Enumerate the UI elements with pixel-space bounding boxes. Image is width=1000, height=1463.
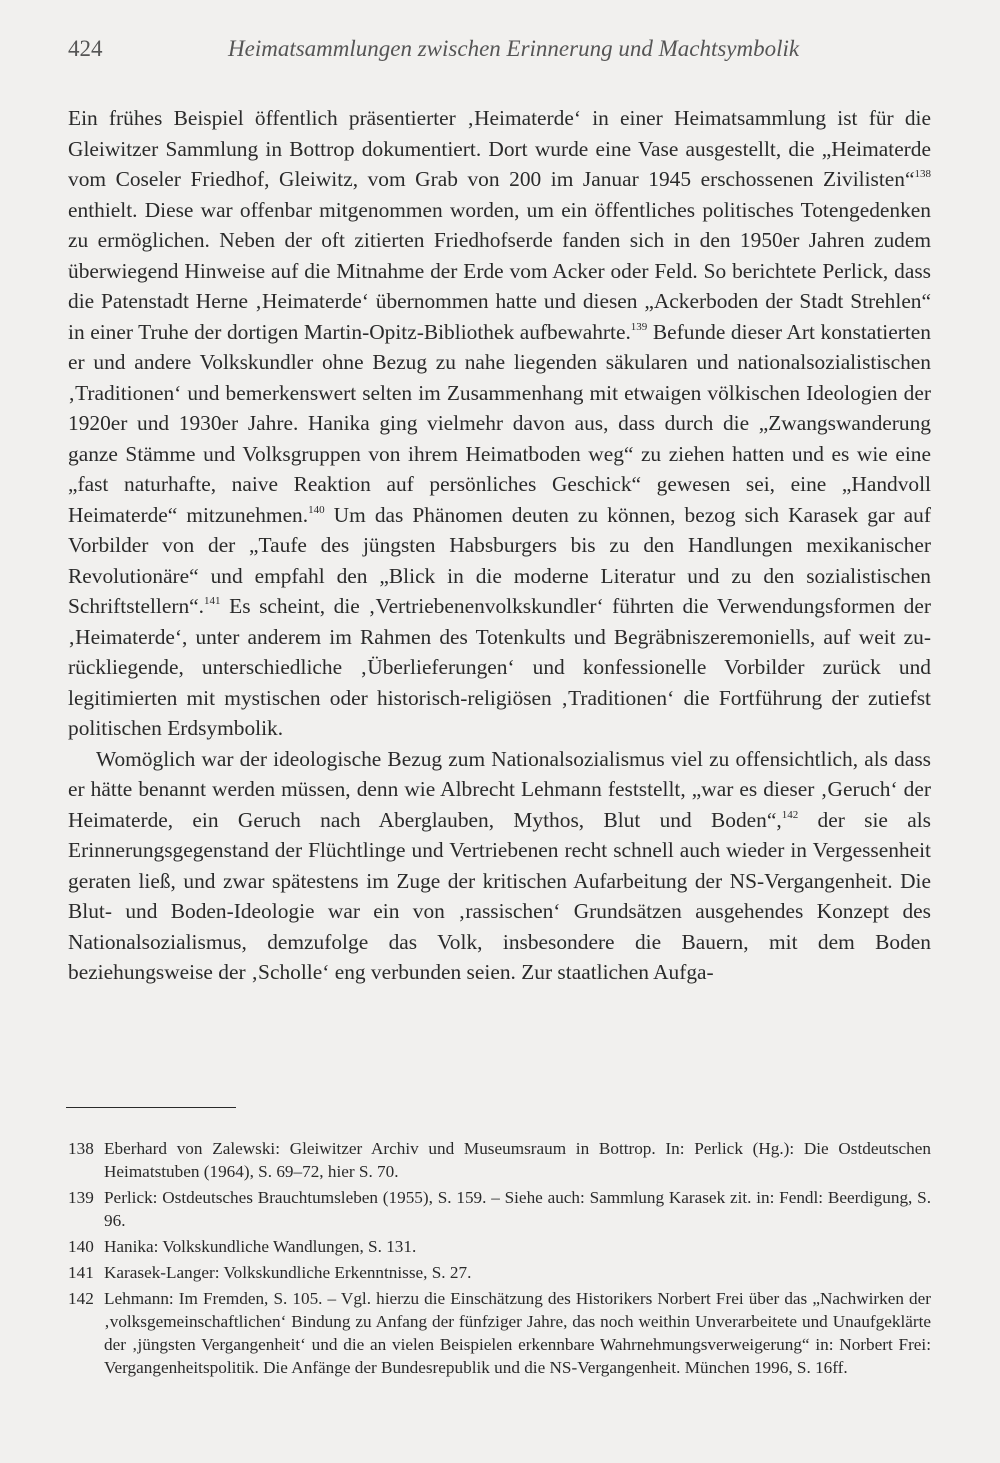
footnote — [68, 1287, 931, 1379]
footnote-ref: 139 — [630, 320, 648, 333]
text-run: der sie als Erinnerungsgegenstand der Flüchtlinge und Vertriebenen recht schnell auch wieder in Vergessenheit geraten ließ, und zwar spätestens im Zuge der kritischen Aufarbeitung der NS-Vergangenheit. Die Blut- und Boden-Ideologie war ein von ‚rassischen‘ Grundsätzen ausgehendes Konzept des Nationalsozialismus, demzufolge das Volk, insbesondere die Bauern, mit dem Boden beziehungsweise der ‚Scholle‘ eng verbunden seien. Zur staatlichen Aufga- — [68, 807, 931, 984]
paragraph-2 — [68, 744, 931, 988]
footnote-separator — [66, 1107, 236, 1108]
text-run: Womöglich war der ideologische Bezug zum Nationalsozialismus viel zu offensichtlich, als dass er hätte benannt werden müssen, denn wie Albrecht Lehmann feststellt, „war es dieser ‚Geruch‘ der Heimaterde, ein Geruch nach Aberglauben, Mythos, Blut und Boden“, — [68, 746, 931, 832]
footnote-ref: 142 — [781, 808, 799, 821]
footnote-number: 141 — [68, 1263, 94, 1282]
running-title: Heimatsammlungen zwischen Erinnerung und Machtsymbolik — [228, 36, 800, 61]
footnote-text: Perlick: Ostdeutsches Brauchtumsleben (1955), S. 159. – Siehe auch: Sammlung Karasek zit. in: Fendl: Beerdigung, S. 96. — [104, 1188, 931, 1230]
footnotes — [68, 1137, 931, 1382]
footnote-number: 138 — [68, 1139, 94, 1158]
page-number: 424 — [68, 36, 103, 61]
footnote — [68, 1235, 931, 1258]
text-run: Um das Phänomen deuten zu können, bezog sich Karasek gar auf Vorbilder von der „Taufe des jüngsten Habsburgers bis zu den Handlungen mexikanischer Revolutionäre“ und empfahl den „Blick in die moderne Literatur und zu den sozialistischen Schriftstellern“. — [68, 502, 931, 618]
footnote-ref: 141 — [204, 595, 221, 607]
footnote-number: 140 — [68, 1237, 94, 1256]
main-text — [68, 103, 931, 988]
text-run: Befunde dieser Art konstatierten er und andere Volkskundler ohne Bezug zu nahe liegenden säkularen und nationalsozialistischen ‚Traditionen‘ und bemerkenswert selten im Zusammenhang mit etwaigen völkischen Ideologien der 1920er und 1930er Jahre. Hanika ging vielmehr davon aus, dass durch die „Zwangswanderung ganze Stämme und Volksgruppen von ihrem Heimatboden weg“ zu ziehen hatten und es wie eine „fast naturhafte, naive Reaktion auf persönliches Geschick“ gewesen sei, eine „Handvoll Heimaterde“ mitzunehmen. — [68, 319, 931, 527]
footnote-ref: 138 — [914, 168, 931, 180]
text-run: Ein frühes Beispiel öffentlich präsentierter ‚Heimaterde‘ in einer Heimatsammlung ist für die Gleiwitzer Sammlung in Bottrop dokumentiert. Dort wurde eine Vase ausgestellt, die „Heimaterde vom Coseler Friedhof, Gleiwitz, vom Grab von 200 im Januar 1945 erschossenen Zivilisten“ — [68, 106, 931, 191]
text-run: enthielt. Diese war offenbar mitgenommen worden, um ein öffentliches politisches Totengedenken zu ermöglichen. Neben der oft zitierten Friedhofserde fanden sich in den 1950er Jahren zudem überwiegend Hinweise auf die Mitnahme der Erde vom Acker oder Feld. So berichtete Perlick, dass die Patenstadt Herne ‚Heimaterde‘ übernommen hatte und diesen „Ackerboden der Stadt Strehlen“ in einer Truhe der dortigen Martin-Opitz-Bibliothek aufbewahrte. — [68, 197, 931, 344]
paragraph-1 — [68, 103, 931, 744]
footnote-text: Hanika: Volkskundliche Wandlungen, S. 131. — [104, 1237, 417, 1256]
footnote-text: Lehmann: Im Fremden, S. 105. – Vgl. hierzu die Einschätzung des Historikers Norbert Frei über das „Nachwirken der ‚volksgemeinschaftlichen‘ Bindung zu Anfang der fünfziger Jahre, das noch weithin Unverarbeitete und Unaufgeklärte der ‚jüngsten Vergangenheit‘ und die an vielen Beispielen erkennbare Wahrnehmungsverweigerung“ in: Norbert Frei: Vergangenheitspolitik. Die Anfänge der Bundesrepublik und die NS-Vergangenheit. München 1996, S. 16ff. — [104, 1289, 931, 1377]
footnote-text: Eberhard von Zalewski: Gleiwitzer Archiv und Museumsraum in Bottrop. In: Perlick (Hg.): Die Ostdeutschen Heimatstuben (1964), S. 69–72, hier S. 70. — [104, 1139, 931, 1181]
footnote-number: 139 — [68, 1188, 94, 1207]
footnote — [68, 1137, 931, 1183]
footnote — [68, 1261, 931, 1284]
footnote — [68, 1186, 931, 1232]
footnote-text: Karasek-Langer: Volkskundliche Erkenntnisse, S. 27. — [104, 1263, 472, 1282]
footnote-number: 142 — [68, 1289, 94, 1308]
text-run: Es scheint, die ‚Vertriebenenvolkskundler‘ führten die Verwendungsformen der ‚Heimaterde‘, unter anderem im Rahmen des Totenkults und Begräbniszeremoniells, auf weit zurückliegende, unterschiedliche ‚Überlieferungen‘ und konfessionelle Vorbilder zurück und legitimierten mit mystischen oder historisch-religiösen ‚Traditionen‘ die Fortführung der zutiefst politischen Erdsymbolik. — [68, 594, 931, 740]
footnote-ref: 140 — [308, 503, 325, 516]
